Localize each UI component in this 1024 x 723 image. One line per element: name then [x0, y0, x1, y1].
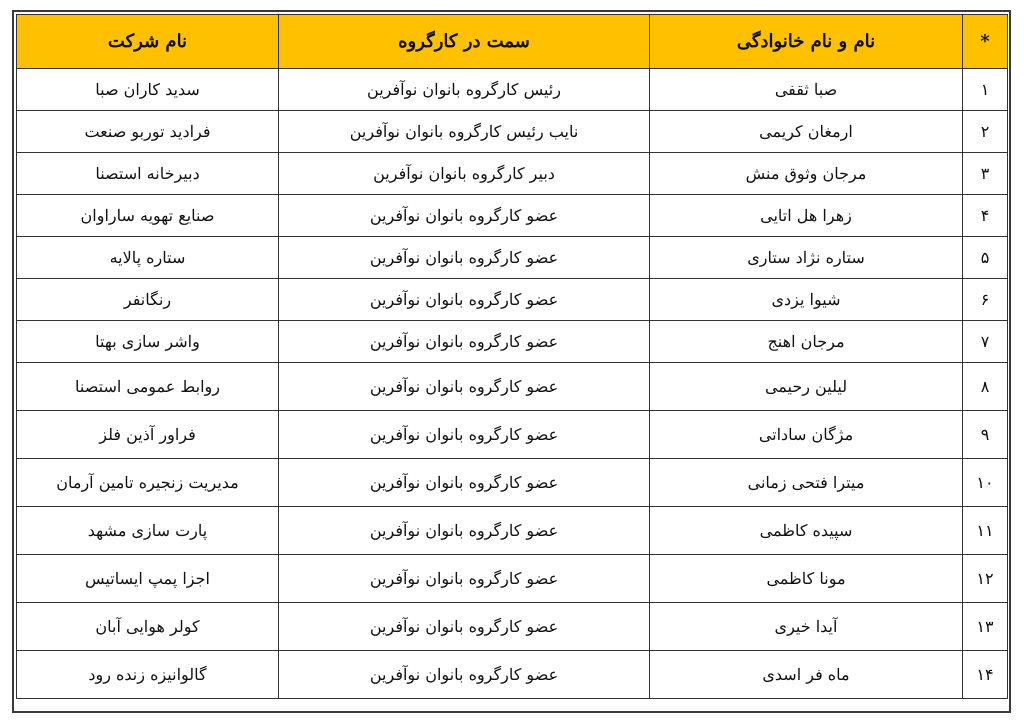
- row-role: عضو کارگروه بانوان نوآفرین: [279, 279, 650, 321]
- row-full-name: ماه فر اسدی: [650, 651, 963, 699]
- row-index: ۱۳: [963, 603, 1008, 651]
- table-row: [17, 459, 1008, 507]
- row-full-name: میترا فتحی زمانی: [650, 459, 963, 507]
- row-full-name: لیلین رحیمی: [650, 363, 963, 411]
- table-row: [17, 153, 1008, 195]
- table-row: [17, 237, 1008, 279]
- row-company: پارت سازی مشهد: [17, 507, 279, 555]
- table-row: [17, 195, 1008, 237]
- row-index: ۱۱: [963, 507, 1008, 555]
- row-company: روابط عمومی استصنا: [17, 363, 279, 411]
- row-role: عضو کارگروه بانوان نوآفرین: [279, 651, 650, 699]
- table-body: [17, 69, 1008, 699]
- header-index: *: [963, 15, 1008, 69]
- row-index: ۷: [963, 321, 1008, 363]
- table-row: [17, 555, 1008, 603]
- row-full-name: مرجان وثوق منش: [650, 153, 963, 195]
- header-row: [17, 15, 1008, 69]
- row-role: عضو کارگروه بانوان نوآفرین: [279, 555, 650, 603]
- row-full-name: صبا ثقفی: [650, 69, 963, 111]
- row-company: فرادید توربو صنعت: [17, 111, 279, 153]
- row-index: ۳: [963, 153, 1008, 195]
- row-index: ۴: [963, 195, 1008, 237]
- row-company: ستاره پالایه: [17, 237, 279, 279]
- table-row: [17, 111, 1008, 153]
- row-index: ۵: [963, 237, 1008, 279]
- table-row: [17, 363, 1008, 411]
- header-full-name: نام و نام خانوادگی: [650, 15, 963, 69]
- row-company: کولر هوایی آبان: [17, 603, 279, 651]
- row-role: دبیر کارگروه بانوان نوآفرین: [279, 153, 650, 195]
- row-role: عضو کارگروه بانوان نوآفرین: [279, 363, 650, 411]
- row-index: ۸: [963, 363, 1008, 411]
- table-row: [17, 69, 1008, 111]
- table-row: [17, 603, 1008, 651]
- table-row: [17, 321, 1008, 363]
- header-company: نام شرکت: [17, 15, 279, 69]
- row-index: ۹: [963, 411, 1008, 459]
- row-full-name: سپیده کاظمی: [650, 507, 963, 555]
- row-index: ۱۴: [963, 651, 1008, 699]
- row-full-name: شیوا یزدی: [650, 279, 963, 321]
- table-row: [17, 411, 1008, 459]
- table-row: [17, 651, 1008, 699]
- row-role: رئیس کارگروه بانوان نوآفرین: [279, 69, 650, 111]
- row-role: عضو کارگروه بانوان نوآفرین: [279, 603, 650, 651]
- row-full-name: آیدا خیری: [650, 603, 963, 651]
- row-company: مدیریت زنجیره تامین آرمان: [17, 459, 279, 507]
- row-role: عضو کارگروه بانوان نوآفرین: [279, 321, 650, 363]
- row-index: ۱: [963, 69, 1008, 111]
- row-role: عضو کارگروه بانوان نوآفرین: [279, 411, 650, 459]
- row-role: عضو کارگروه بانوان نوآفرین: [279, 459, 650, 507]
- row-company: دبیرخانه استصنا: [17, 153, 279, 195]
- row-full-name: مژگان ساداتی: [650, 411, 963, 459]
- row-full-name: ارمغان کریمی: [650, 111, 963, 153]
- row-role: نایب رئیس کارگروه بانوان نوآفرین: [279, 111, 650, 153]
- row-company: اجزا پمپ ایساتیس: [17, 555, 279, 603]
- row-role: عضو کارگروه بانوان نوآفرین: [279, 195, 650, 237]
- row-company: واشر سازی بهتا: [17, 321, 279, 363]
- row-company: گالوانیزه زنده رود: [17, 651, 279, 699]
- row-role: عضو کارگروه بانوان نوآفرین: [279, 507, 650, 555]
- row-role: عضو کارگروه بانوان نوآفرین: [279, 237, 650, 279]
- row-company: صنایع تهویه ساراوان: [17, 195, 279, 237]
- members-table: [16, 14, 1008, 699]
- table-row: [17, 507, 1008, 555]
- table-row: [17, 279, 1008, 321]
- row-full-name: مونا کاظمی: [650, 555, 963, 603]
- row-full-name: ستاره نژاد ستاری: [650, 237, 963, 279]
- row-full-name: مرجان اهنج: [650, 321, 963, 363]
- row-company: فراور آذین فلز: [17, 411, 279, 459]
- row-company: رنگانفر: [17, 279, 279, 321]
- row-index: ۱۲: [963, 555, 1008, 603]
- row-index: ۶: [963, 279, 1008, 321]
- row-full-name: زهرا هل اتایی: [650, 195, 963, 237]
- header-role: سمت در کارگروه: [279, 15, 650, 69]
- row-index: ۱۰: [963, 459, 1008, 507]
- row-company: سدید کاران صبا: [17, 69, 279, 111]
- row-index: ۲: [963, 111, 1008, 153]
